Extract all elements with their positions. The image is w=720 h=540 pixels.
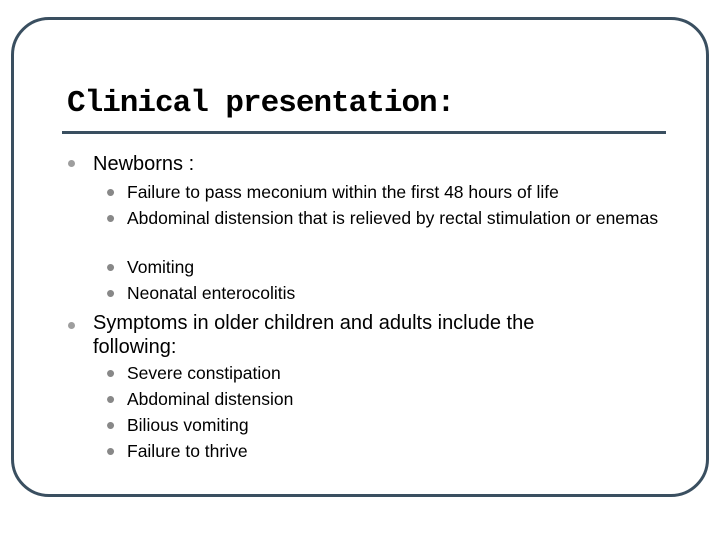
bullet-icon: • xyxy=(106,203,116,233)
section-bullet-icon xyxy=(68,322,75,329)
section-bullet-icon xyxy=(68,160,75,167)
list-item: Abdominal distension that is relieved by rectal stimulation or enemas xyxy=(127,208,659,228)
section-heading-older: Symptoms in older children and adults include the following: xyxy=(93,312,535,358)
section-heading-newborns: Newborns : xyxy=(93,153,195,175)
bullet-icon: • xyxy=(106,384,116,414)
list-item: Failure to pass meconium within the first 48 hours of life xyxy=(127,182,559,202)
bullet-icon: • xyxy=(106,177,116,207)
list-item: Severe constipation xyxy=(127,363,281,383)
list-item: Bilious vomiting xyxy=(127,415,249,435)
bullet-icon: • xyxy=(106,278,116,308)
bullet-icon: • xyxy=(106,410,116,440)
list-item: Neonatal enterocolitis xyxy=(127,283,296,303)
list-item: Abdominal distension xyxy=(127,389,294,409)
list-item: Failure to thrive xyxy=(127,441,248,461)
bullet-icon: • xyxy=(106,436,116,466)
slide-title: Clinical presentation: xyxy=(67,86,455,121)
list-item: Vomiting xyxy=(127,257,195,277)
bullet-icon: • xyxy=(106,252,116,282)
bullet-icon: • xyxy=(106,358,116,388)
